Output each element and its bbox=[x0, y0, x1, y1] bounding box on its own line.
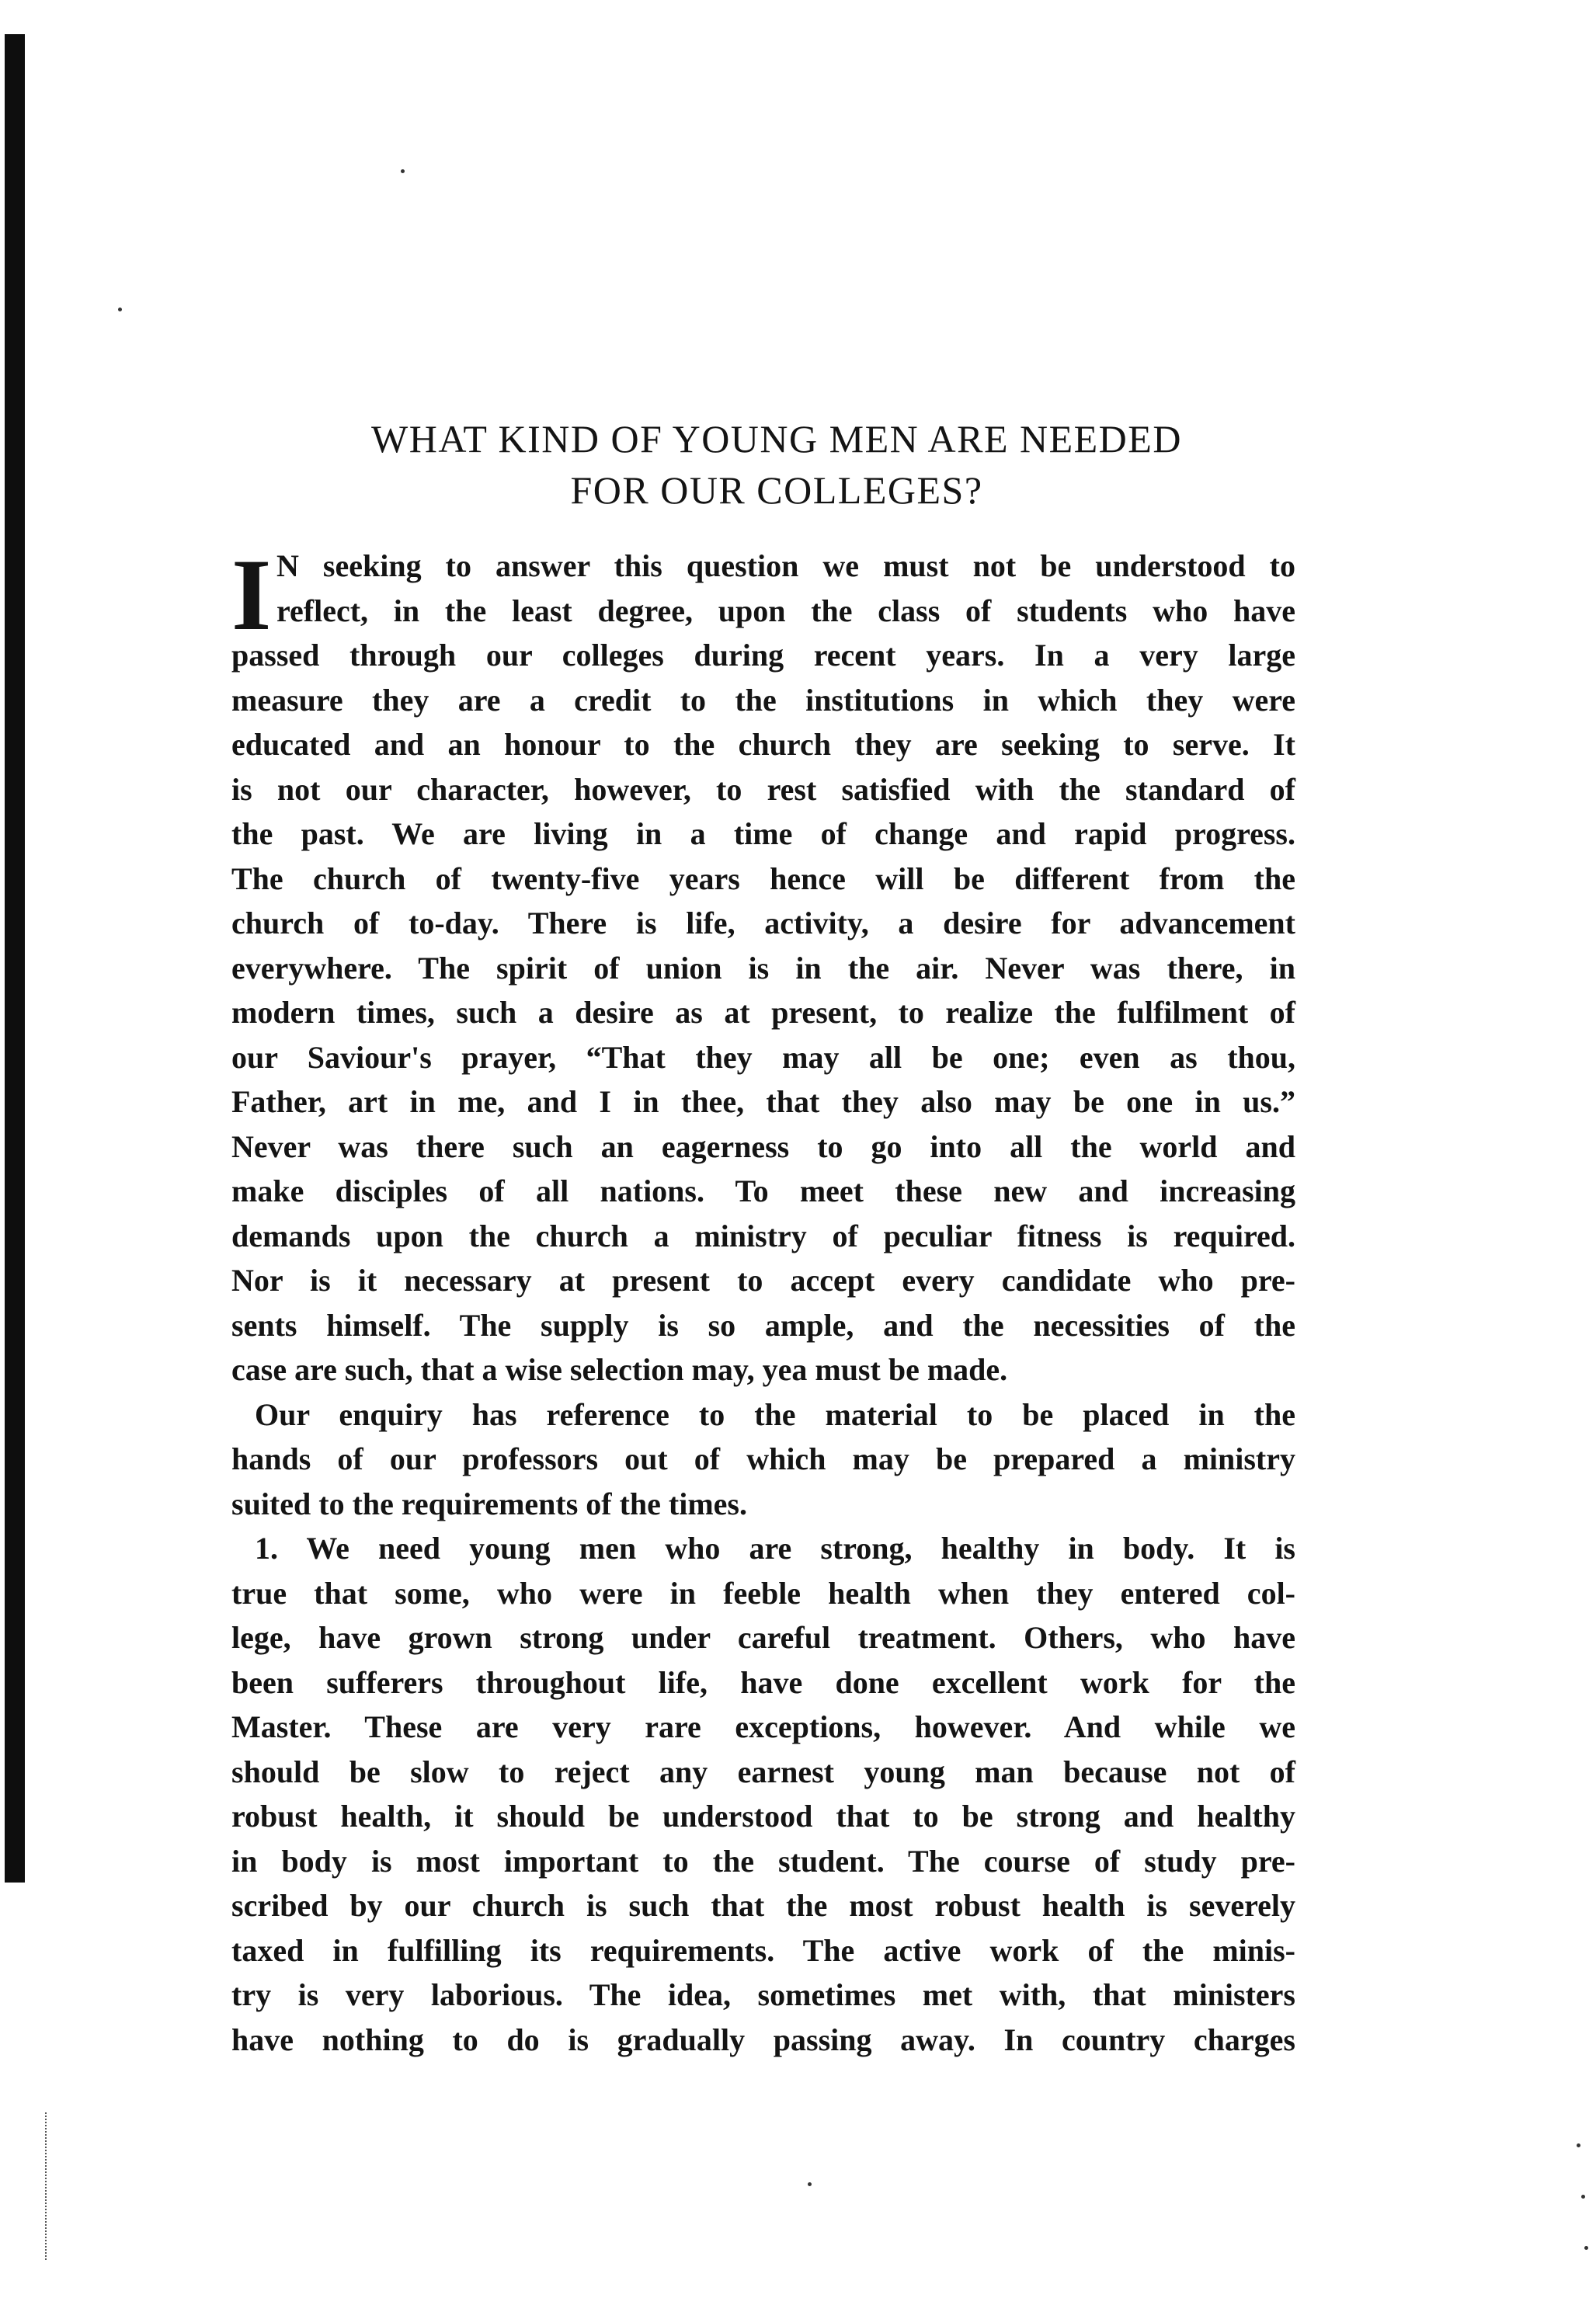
body-line: case are such, that a wise selection may, yea must be made. bbox=[231, 1352, 1008, 1387]
body-line: the past. We are living in a time of change and rapid progress. bbox=[231, 816, 1295, 851]
body-line: 1. We need young men who are strong, healthy in body. It is bbox=[255, 1531, 1295, 1566]
body-line: been sufferers throughout life, have done excellent work for the bbox=[231, 1664, 1295, 1700]
body-line: Never was there such an eagerness to go into all the world and bbox=[231, 1128, 1295, 1164]
body-line: try is very laborious. The idea, sometimes met with, that ministers bbox=[231, 1977, 1295, 2012]
scan-speck bbox=[1577, 2143, 1580, 2147]
scan-speck bbox=[1581, 2195, 1585, 2199]
body-line: N seeking to answer this question we must not be understood to bbox=[276, 548, 1295, 583]
body-line: church of to-day. There is life, activity, a desire for advancement bbox=[231, 906, 1295, 940]
body-line: suited to the requirements of the times. bbox=[231, 1486, 747, 1521]
body-line: The church of twenty-five years hence will be different from the bbox=[231, 860, 1295, 896]
body-line: everywhere. The spirit of union is in the air. Never was there, in bbox=[231, 950, 1295, 986]
drop-cap: I bbox=[231, 537, 272, 652]
body-line: demands upon the church a ministry of peculiar fitness is required. bbox=[231, 1218, 1295, 1253]
body-line: robust health, it should be understood that to be strong and healthy bbox=[231, 1799, 1295, 1834]
body-line: Nor is it necessary at present to accept every candidate who pre- bbox=[231, 1263, 1295, 1298]
body-line: make disciples of all nations. To meet these new and increasing bbox=[231, 1173, 1295, 1208]
page-binding-tail bbox=[45, 2112, 48, 2260]
body-line: Our enquiry has reference to the material to be placed in the bbox=[255, 1396, 1295, 1432]
body-line: scribed by our church is such that the most robust health is severely bbox=[231, 1888, 1295, 1923]
body-line: should be slow to reject any earnest young man because not of bbox=[231, 1754, 1295, 1789]
body-line: is not our character, however, to rest satisfied with the standard of bbox=[231, 771, 1295, 807]
title-line-1: WHAT KIND OF YOUNG MEN ARE NEEDED bbox=[371, 417, 1182, 461]
scan-speck bbox=[1584, 2246, 1588, 2250]
body-line: reflect, in the least degree, upon the class of students who have bbox=[276, 593, 1295, 628]
article-title bbox=[233, 413, 1320, 516]
body-line: our Saviour's prayer, “That they may all be one; even as thou, bbox=[231, 1039, 1295, 1075]
page-binding-edge bbox=[5, 34, 25, 1883]
body-line: taxed in fulfilling its requirements. The active work of the minis- bbox=[231, 1932, 1295, 1968]
body-line: in body is most important to the student. The course of study pre- bbox=[231, 1843, 1295, 1879]
body-line: Master. These are very rare exceptions, however. And while we bbox=[231, 1709, 1295, 1744]
body-line: hands of our professors out of which may be prepared a ministry bbox=[231, 1441, 1295, 1476]
body-line: have nothing to do is gradually passing away. In country charges bbox=[231, 2022, 1295, 2057]
body-line: Father, art in me, and I in thee, that they also may be one in us.” bbox=[231, 1084, 1295, 1119]
scan-speck bbox=[118, 308, 122, 311]
body-line: lege, have grown strong under careful treatment. Others, who have bbox=[231, 1620, 1295, 1655]
scan-speck bbox=[401, 169, 405, 173]
body-line: sents himself. The supply is so ample, and the necessities of the bbox=[231, 1307, 1295, 1343]
scan-speck bbox=[808, 2182, 812, 2186]
body-line: measure they are a credit to the institutions in which they were bbox=[231, 682, 1295, 718]
body-line: true that some, who were in feeble health when they entered col- bbox=[231, 1575, 1295, 1611]
body-line: passed through our colleges during recent years. In a very large bbox=[231, 638, 1295, 673]
article-body bbox=[231, 537, 1295, 2062]
title-line-2: FOR OUR COLLEGES? bbox=[570, 468, 983, 512]
body-line: modern times, such a desire as at present, to realize the fulfilment of bbox=[231, 995, 1295, 1030]
body-line: educated and an honour to the church they are seeking to serve. It bbox=[231, 727, 1295, 762]
